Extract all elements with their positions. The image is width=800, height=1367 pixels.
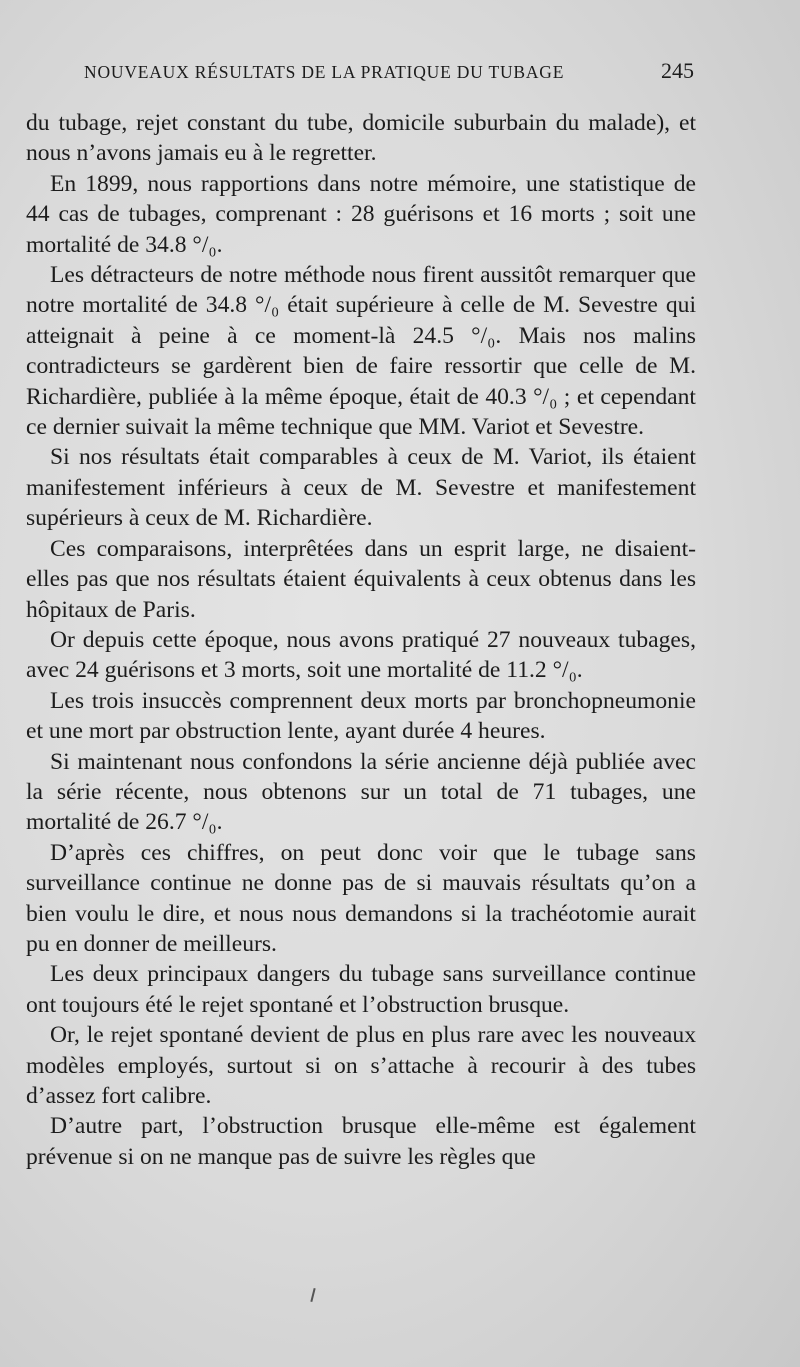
paragraph: Les deux principaux dangers du tubage sans surveillance continue ont toujours été le rejet spontané et l’obstruction brusque. [26, 961, 696, 1018]
paragraph: En 1899, nous rapportions dans notre mémoire, une statistique de 44 cas de tubages, comprenant : 28 guérisons et 16 morts ; soit une mortalité de 34.8 °/₀. [26, 170, 696, 258]
paragraph: Or depuis cette époque, nous avons pratiqué 27 nouveaux tubages, avec 24 guérisons et 3 morts, soit une mortalité de 11.2 °/₀. [26, 626, 696, 684]
paragraph: Or, le rejet spontané devient de plus en plus rare avec les nouveaux modèles employés, surtout si on s’attache à recourir à des tubes d’assez fort calibre. [26, 1022, 696, 1109]
paragraph: Les trois insuccès comprennent deux morts par bronchopneumonie et une mort par obstruction lente, ayant durée 4 heures. [26, 687, 696, 745]
paragraph: Les détracteurs de notre méthode nous firent aussitôt remarquer que notre mortalité de 34.8 °/₀ était supérieure à celle de M. Sevestre qui atteignait à peine à ce moment-là 24.5 °/₀. Mais nos malins contradicteurs se gardèrent bien de faire ressortir que celle de M. Richardière, publiée à la même époque, était de 40.3 °/₀ ; et cependant ce dernier suivait la même technique que MM. Variot et Sevestre. [26, 262, 696, 441]
paragraph: Ces comparaisons, interprêtées dans un esprit large, ne disaient-elles pas que nos résultats étaient équivalents à ceux obtenus dans les hôpitaux de Paris. [26, 535, 696, 623]
running-title: NOUVEAUX RÉSULTATS DE LA PRATIQUE DU TUBAGE [84, 62, 565, 82]
paragraph: D’autre part, l’obstruction brusque elle-même est également prévenue si on ne manque pas de suivre les règles que [26, 1113, 696, 1170]
page-header [84, 58, 694, 88]
paragraph: Si nos résultats était comparables à ceux de M. Variot, ils étaient manifestement inférieurs à ceux de M. Sevestre et manifestement supérieurs à ceux de M. Richardière. [26, 444, 696, 532]
page-body [26, 108, 696, 1172]
paragraph: D’après ces chiffres, on peut donc voir que le tubage sans surveillance continue ne donne pas de si mauvais résultats qu’on a bien voulu le dire, et nous nous demandons si la trachéotomie aurait pu en donner de meilleurs. [26, 839, 696, 957]
paragraph: du tubage, rejet constant du tube, domicile suburbain du malade), et nous n’avons jamais eu à le regretter. [26, 110, 696, 167]
page-number: 245 [661, 58, 694, 83]
paragraph: Si maintenant nous confondons la série ancienne déjà publiée avec la série récente, nous obtenons sur un total de 71 tubages, une mortalité de 26.7 °/₀. [26, 748, 696, 836]
paper-speck [310, 1288, 315, 1302]
